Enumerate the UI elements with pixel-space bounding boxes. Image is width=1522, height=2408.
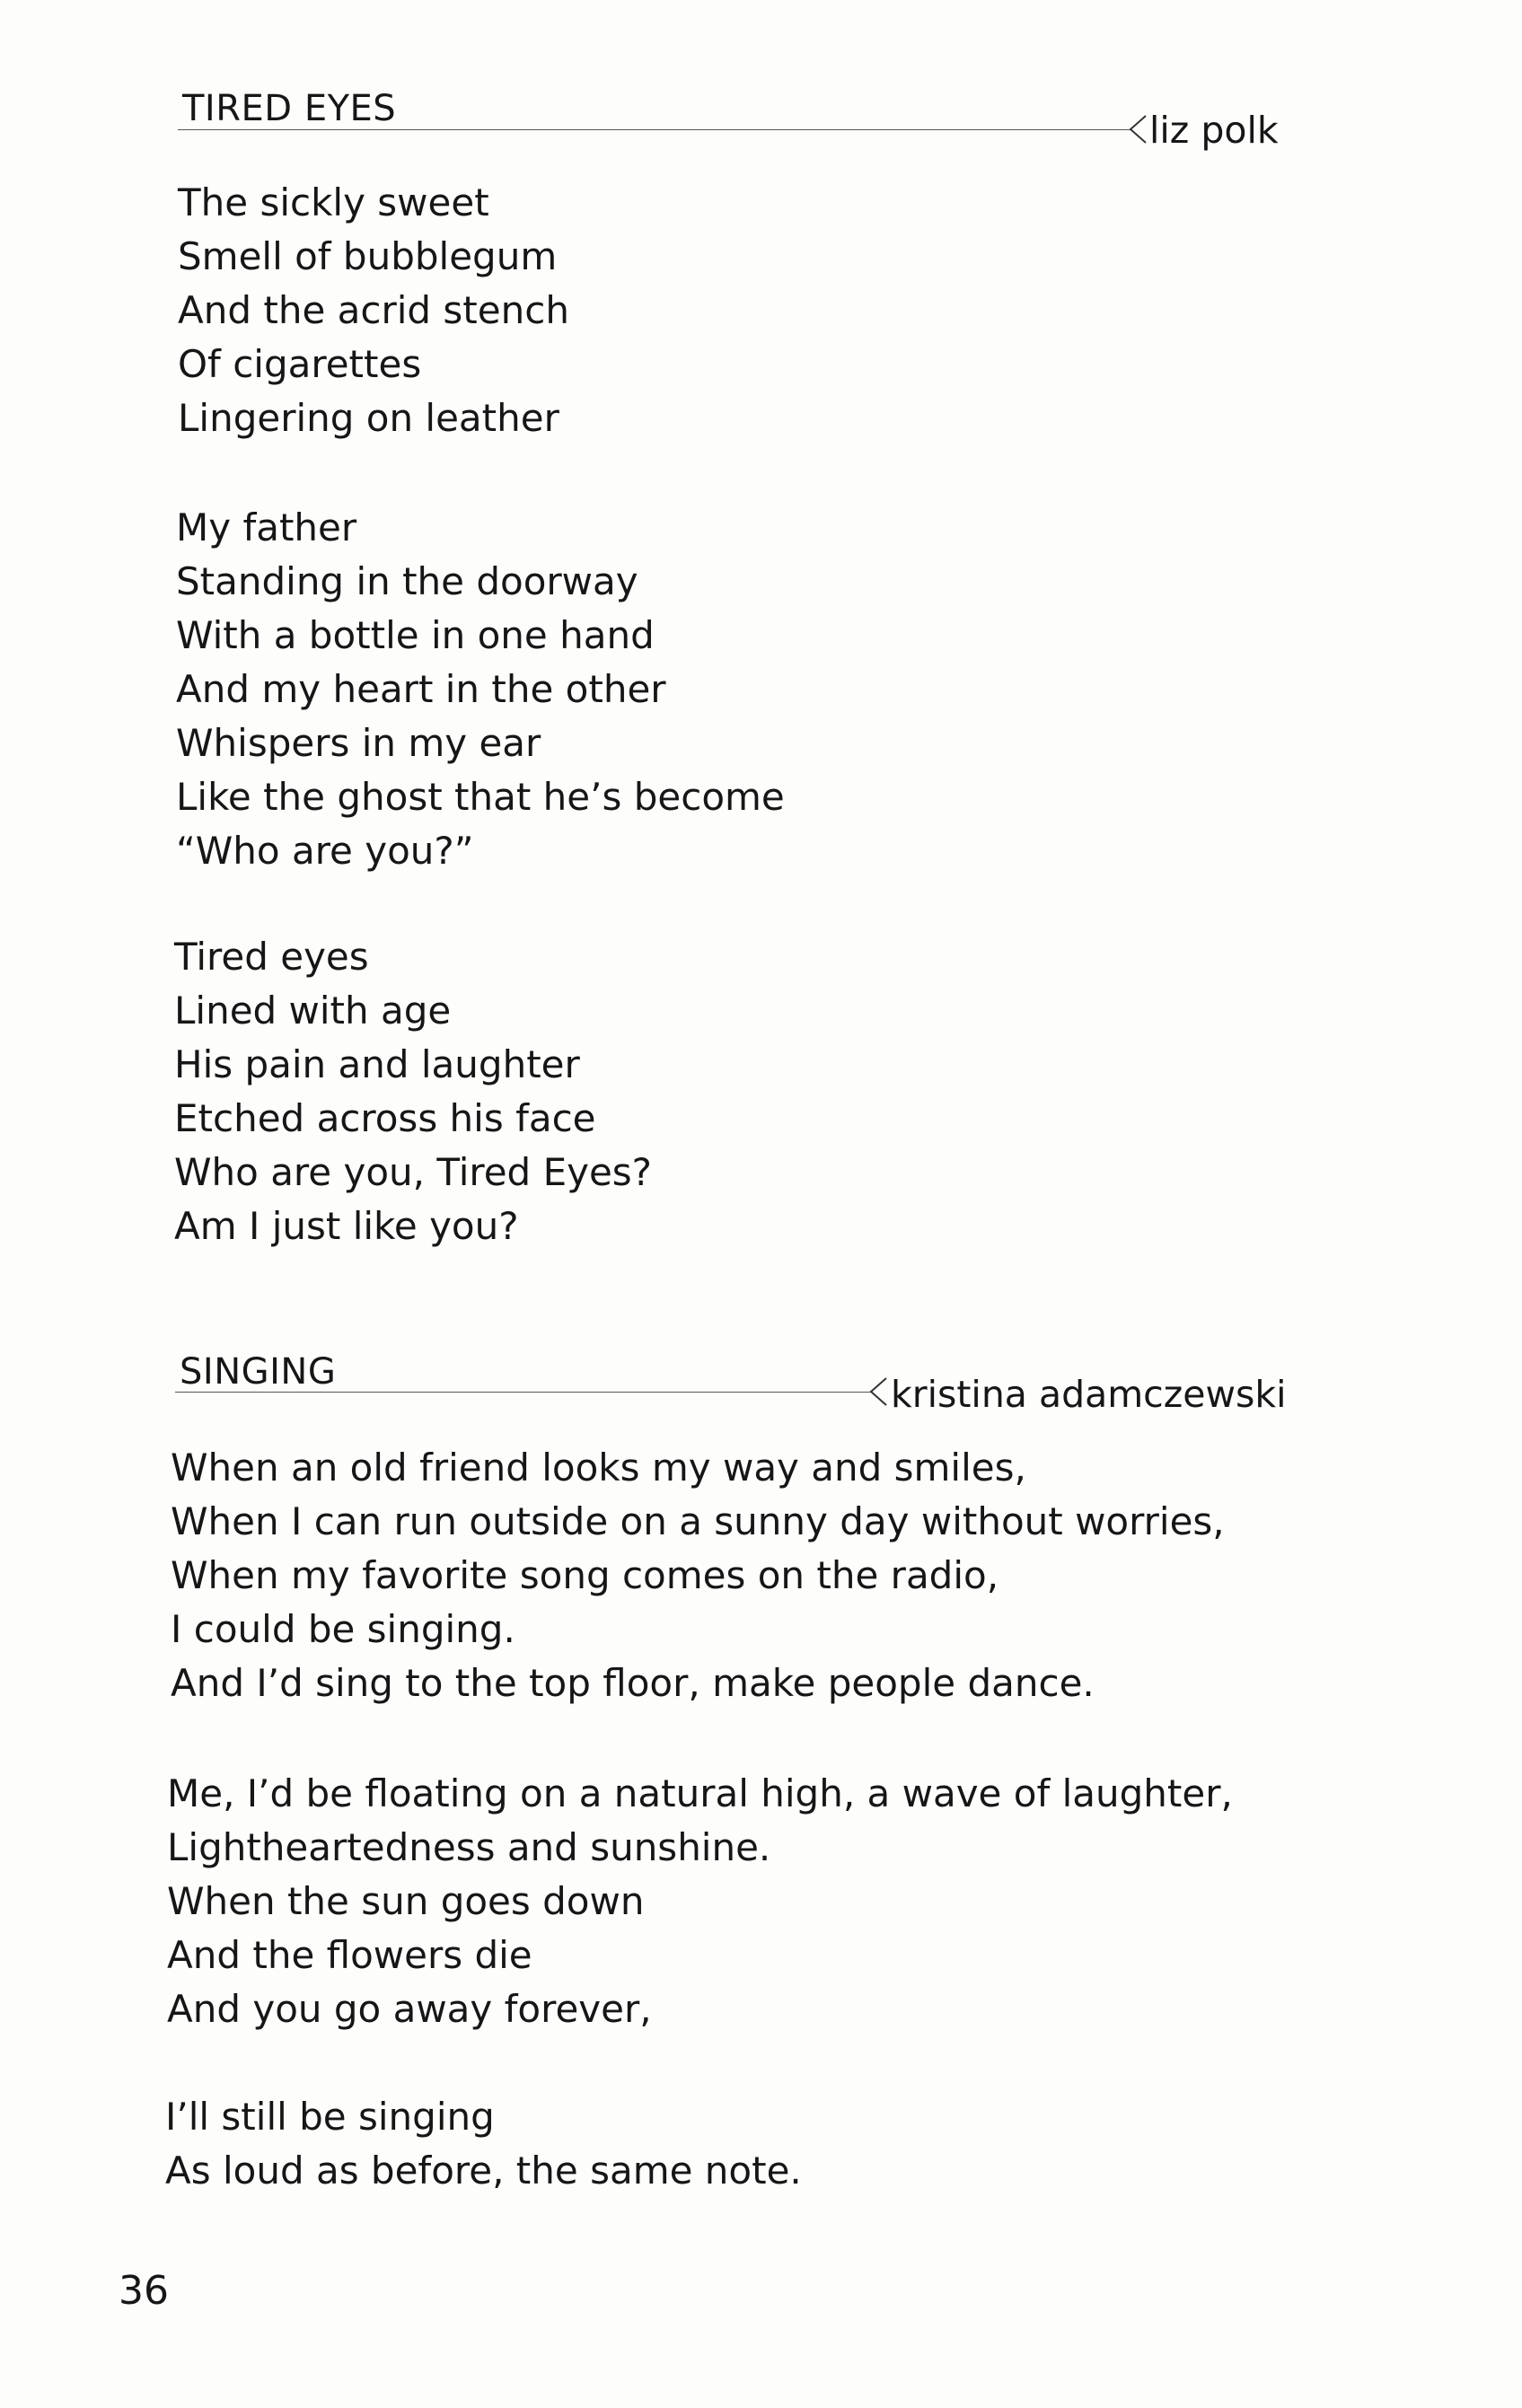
poem-line: Who are you, Tired Eyes? — [174, 1150, 652, 1194]
poem-line: Etched across his face — [174, 1096, 596, 1140]
stanza — [167, 1771, 1233, 2044]
stanza — [171, 1446, 1225, 1718]
poem-line: I could be singing. — [171, 1607, 515, 1651]
poem-line: And I’d sing to the top floor, make people dance. — [171, 1661, 1095, 1705]
author-arrow-icon — [1128, 114, 1148, 145]
poem-line: I’ll still be singing — [165, 2095, 495, 2139]
stanza — [178, 180, 569, 453]
stanza — [174, 935, 652, 1261]
poem-line: Lingering on leather — [178, 396, 559, 440]
poem-line: Standing in the doorway — [176, 559, 638, 603]
stanza — [165, 2095, 802, 2206]
title-rule — [175, 1392, 872, 1393]
poem-line: And the acrid stench — [178, 288, 569, 332]
poem-line: My father — [176, 505, 357, 549]
poem-line: And you go away forever, — [167, 1987, 652, 2031]
stanza — [176, 505, 785, 886]
poem-tired-eyes — [0, 85, 1522, 1248]
poem-line: With a bottle in one hand — [176, 613, 655, 657]
poem-line: Smell of bubblegum — [178, 234, 558, 278]
poem-line: When I can run outside on a sunny day without worries, — [171, 1499, 1225, 1543]
poem-author: liz polk — [1149, 109, 1279, 152]
page-number: 36 — [119, 2268, 169, 2314]
poem-title: SINGING — [180, 1351, 337, 1393]
poem-line: “Who are you?” — [176, 829, 474, 873]
poem-line: Whispers in my ear — [176, 721, 541, 765]
poem-singing — [0, 1349, 1522, 2193]
poem-line: Lined with age — [174, 989, 452, 1033]
poem-line: As loud as before, the same note. — [165, 2149, 802, 2193]
poem-line: The sickly sweet — [178, 180, 489, 224]
poem-line: Like the ghost that he’s become — [176, 775, 785, 819]
poem-line: When an old friend looks my way and smiles, — [171, 1446, 1026, 1490]
poem-line: And the flowers die — [167, 1933, 532, 1977]
poem-author: kristina adamczewski — [891, 1373, 1287, 1416]
author-arrow-icon — [868, 1376, 888, 1407]
poem-line: And my heart in the other — [176, 667, 666, 711]
poem-line: Lightheartedness and sunshine. — [167, 1825, 771, 1869]
poem-line: Me, I’d be floating on a natural high, a wave of laughter, — [167, 1771, 1233, 1815]
poem-title: TIRED EYES — [182, 88, 397, 129]
poem-line: Tired eyes — [174, 935, 369, 979]
title-rule — [178, 129, 1131, 130]
poem-line: When my favorite song comes on the radio, — [171, 1553, 999, 1597]
poem-line: Of cigarettes — [178, 342, 422, 386]
poem-line: His pain and laughter — [174, 1042, 580, 1086]
poem-line: Am I just like you? — [174, 1204, 519, 1248]
poem-header — [0, 1349, 1522, 1429]
poem-header — [0, 85, 1522, 166]
poem-line: When the sun goes down — [167, 1879, 645, 1923]
